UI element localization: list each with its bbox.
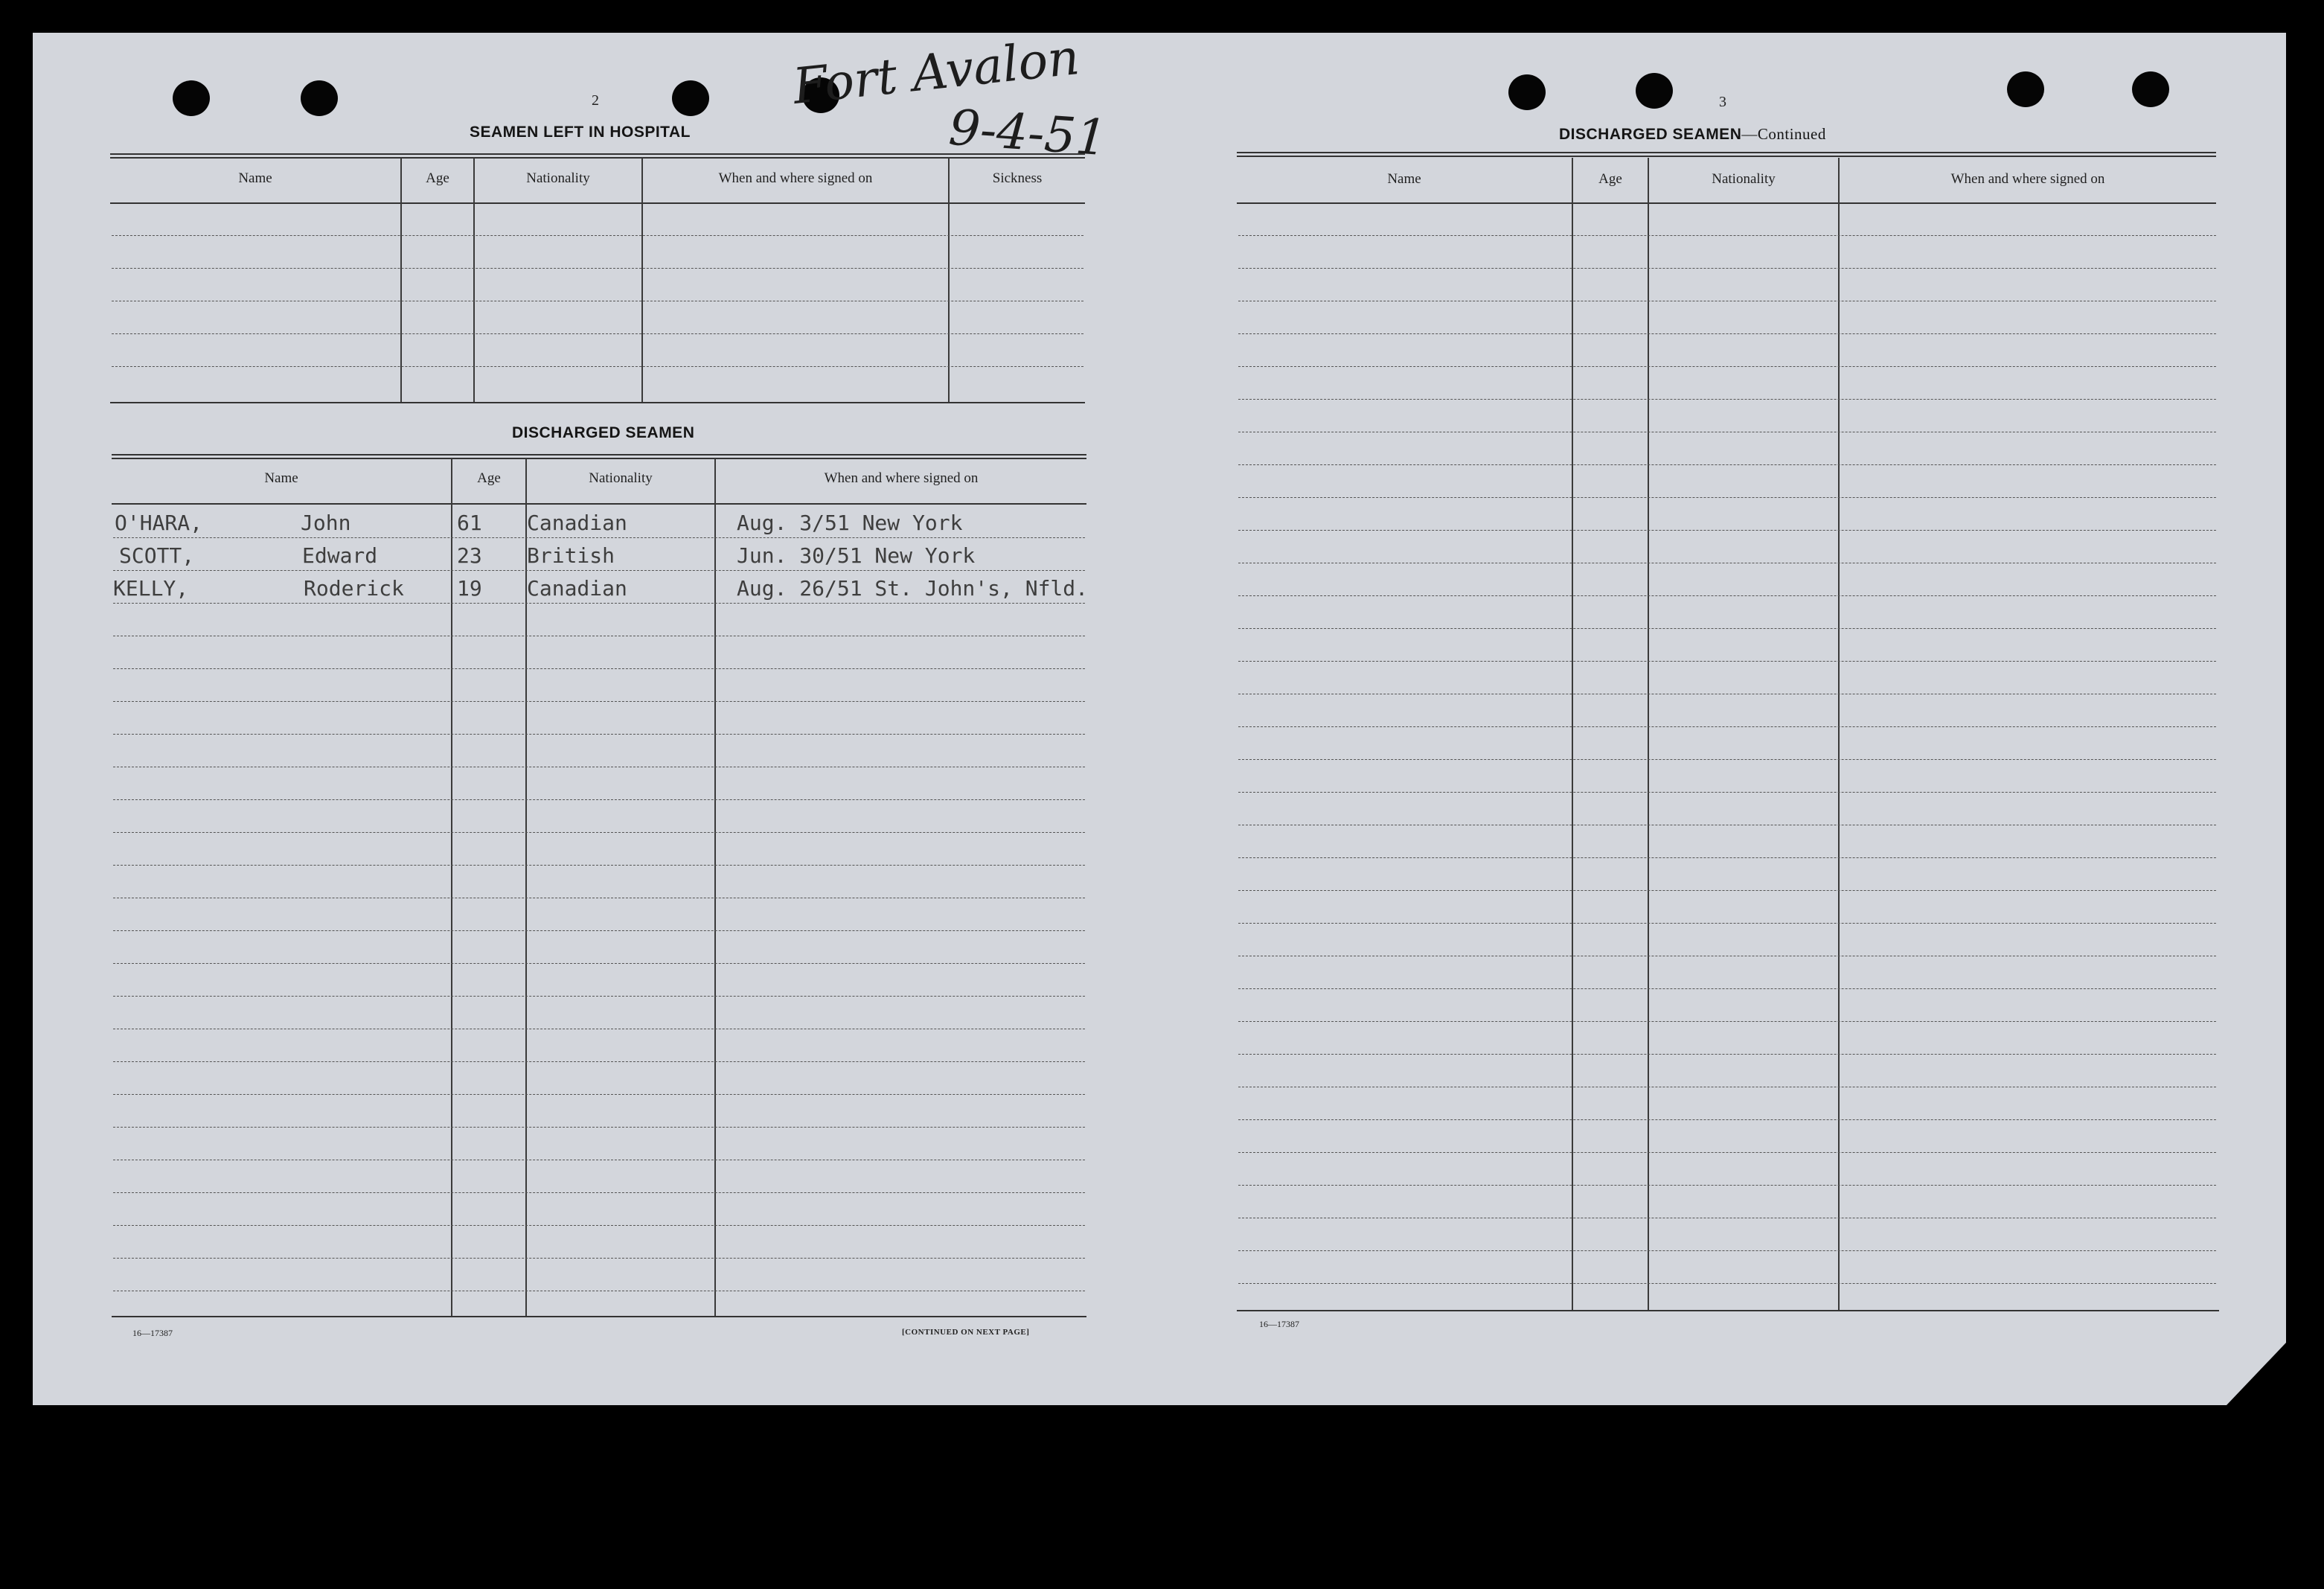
hospital-row-line (112, 235, 1083, 236)
punch-hole (1636, 73, 1673, 109)
row-2-surname: SCOTT, (119, 543, 195, 568)
ruled-line (113, 1192, 1085, 1193)
ruled-line (1238, 530, 2216, 531)
row-3-signed-on: Aug. 26/51 St. John's, Nfld. (737, 576, 1089, 601)
ruled-line (113, 1094, 1085, 1095)
continued-title-suffix: —Continued (1741, 125, 1826, 143)
ruled-line (113, 963, 1085, 964)
row-2-given: Edward (302, 543, 378, 568)
ruled-line (1238, 1054, 2216, 1055)
ruled-line (1238, 595, 2216, 596)
continued-divider (1572, 158, 1573, 1310)
ruled-line (1238, 1185, 2216, 1186)
discharged-col-age: Age (477, 470, 501, 486)
discharged-divider (714, 458, 716, 1316)
hospital-col-nationality: Nationality (526, 170, 590, 186)
form-number-right: 16—17387 (1259, 1319, 1299, 1329)
hospital-col-signed-on: When and where signed on (718, 170, 873, 186)
hospital-col-sickness: Sickness (992, 170, 1043, 186)
continued-divider (1838, 158, 1840, 1310)
document-page (33, 33, 2286, 1405)
ruled-line (1238, 1283, 2216, 1284)
page-number-left: 2 (592, 92, 599, 109)
ruled-line (113, 734, 1085, 735)
row-2-signed-on: Jun. 30/51 New York (737, 543, 976, 568)
ruled-line (113, 537, 1085, 538)
row-2-age: 23 (457, 543, 482, 568)
ruled-line (1238, 628, 2216, 629)
discharged-divider (451, 458, 452, 1316)
discharged-header-rule (112, 503, 1086, 505)
discharged-bottom-rule (112, 1316, 1086, 1317)
row-1-signed-on: Aug. 3/51 New York (737, 511, 963, 535)
ruled-line (113, 996, 1085, 997)
ruled-line (113, 701, 1085, 702)
ruled-line (1238, 988, 2216, 989)
continued-bottom-rule (1237, 1310, 2219, 1311)
hospital-row-line (112, 366, 1083, 367)
continued-note: [CONTINUED ON NEXT PAGE] (902, 1328, 1030, 1337)
ruled-line (1238, 857, 2216, 858)
continued-col-name: Name (1387, 171, 1421, 187)
ruled-line (113, 930, 1085, 931)
punch-hole (301, 80, 338, 116)
punch-hole (2007, 71, 2044, 107)
row-3-age: 19 (457, 576, 482, 601)
ruled-line (1238, 497, 2216, 498)
discharged-col-signed-on: When and where signed on (824, 470, 979, 486)
continued-col-signed-on: When and where signed on (1950, 171, 2105, 187)
page-number-right: 3 (1719, 94, 1726, 110)
ruled-line (113, 1061, 1085, 1062)
hospital-bottom-rule (110, 402, 1085, 403)
ruled-line (113, 1225, 1085, 1226)
hospital-section-title: SEAMEN LEFT IN HOSPITAL (470, 124, 691, 141)
continued-header-rule (1237, 202, 2216, 204)
ruled-line (1238, 792, 2216, 793)
row-1-given: John (301, 511, 351, 535)
row-1-nationality: Canadian (527, 511, 627, 535)
ruled-line (1238, 1152, 2216, 1153)
continued-col-nationality: Nationality (1712, 171, 1776, 187)
discharged-section-title: DISCHARGED SEAMEN (512, 424, 695, 441)
row-1-age: 61 (457, 511, 482, 535)
hospital-divider (641, 158, 643, 402)
row-2-nationality: British (527, 543, 615, 568)
ruled-line (1238, 366, 2216, 367)
ruled-line (1238, 1021, 2216, 1022)
continued-top-rule (1237, 152, 2216, 157)
hospital-header-rule (110, 202, 1085, 204)
hospital-top-rule (110, 153, 1085, 159)
ruled-line (1238, 333, 2216, 334)
row-1-surname: O'HARA, (115, 511, 203, 535)
punch-hole (173, 80, 210, 116)
hospital-row-line (112, 268, 1083, 269)
ruled-line (1238, 890, 2216, 891)
row-3-given: Roderick (304, 576, 404, 601)
discharged-col-name: Name (264, 470, 298, 486)
ruled-line (1238, 464, 2216, 465)
hospital-col-name: Name (238, 170, 272, 186)
handwritten-date: 9-4-51 (947, 98, 1110, 167)
ruled-line (1238, 726, 2216, 727)
ruled-line (1238, 661, 2216, 662)
ruled-line (1238, 923, 2216, 924)
row-3-nationality: Canadian (527, 576, 627, 601)
continued-divider (1648, 158, 1649, 1310)
ruled-line (1238, 235, 2216, 236)
handwritten-ship-name: Fort Avalon (790, 28, 1082, 115)
row-3-surname: KELLY, (113, 576, 189, 601)
ruled-line (1238, 399, 2216, 400)
hospital-divider (400, 158, 402, 402)
ruled-line (1238, 1250, 2216, 1251)
hospital-col-age: Age (426, 170, 449, 186)
ruled-line (1238, 759, 2216, 760)
punch-hole (1508, 74, 1546, 110)
hospital-divider (948, 158, 950, 402)
ruled-line (1238, 268, 2216, 269)
ruled-line (1238, 1119, 2216, 1120)
ruled-line (113, 865, 1085, 866)
discharged-top-rule (112, 454, 1086, 459)
ruled-line (113, 832, 1085, 833)
ruled-line (113, 1258, 1085, 1259)
hospital-divider (473, 158, 475, 402)
punch-hole (672, 80, 709, 116)
punch-hole (2132, 71, 2169, 107)
continued-col-age: Age (1598, 171, 1622, 187)
continued-title-main: DISCHARGED SEAMEN (1559, 126, 1742, 143)
continued-section-title (1559, 125, 1826, 144)
form-number-left: 16—17387 (132, 1328, 173, 1338)
ruled-line (113, 1127, 1085, 1128)
ruled-line (113, 668, 1085, 669)
ruled-line (113, 603, 1085, 604)
discharged-col-nationality: Nationality (589, 470, 653, 486)
hospital-row-line (112, 333, 1083, 334)
ruled-line (113, 799, 1085, 800)
ruled-line (113, 570, 1085, 571)
